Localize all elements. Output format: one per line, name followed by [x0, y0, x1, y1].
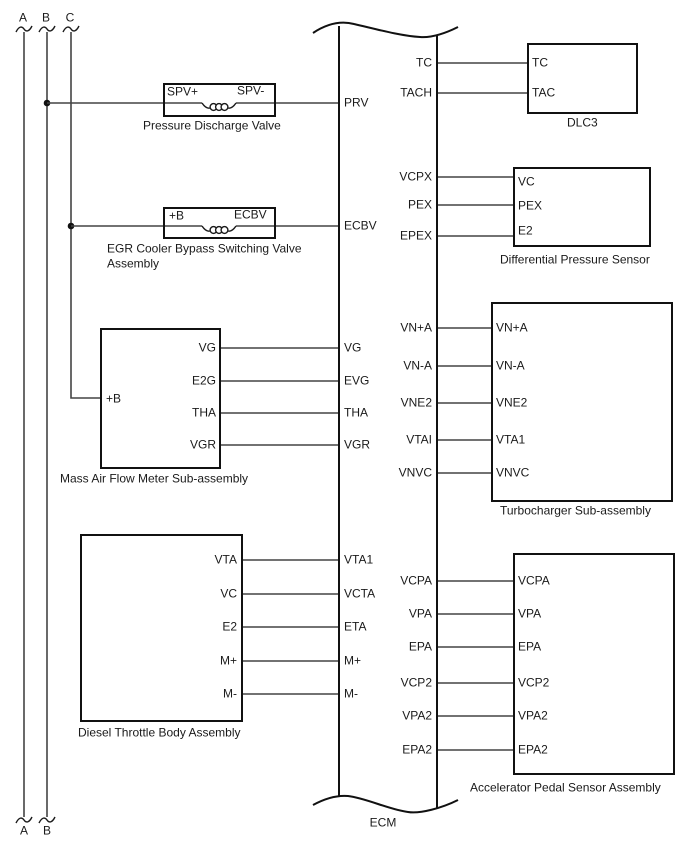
dtb-pin-e2: E2: [222, 619, 237, 634]
dps-pin-vc: VC: [518, 174, 535, 189]
dlc3-box: [527, 43, 638, 114]
ecm-pin-m-minus: M-: [344, 686, 358, 701]
ecm-pin-evg: EVG: [344, 373, 370, 388]
ecm-pin-vcpx: VCPX: [399, 169, 432, 184]
ecm-pin-tc: TC: [416, 55, 432, 70]
ecm-pin-tach: TACH: [400, 85, 432, 100]
maf-pin-b-plus: +B: [106, 391, 122, 406]
ecm-pin-vn-minus-a: VN-A: [403, 358, 432, 373]
aps-pin-vpa: VPA: [518, 606, 542, 621]
egr-caption-line2: Assembly: [107, 256, 160, 271]
line-break-icon: [16, 817, 32, 823]
turbo-pin-vta1: VTA1: [496, 432, 526, 447]
maf-pin-tha: THA: [192, 405, 216, 420]
ecm-pin-vg: VG: [344, 340, 362, 355]
dlc3-pin-tac: TAC: [532, 85, 556, 100]
ecm-pin-vn-plus-a: VN+A: [400, 320, 432, 335]
aps-caption: Accelerator Pedal Sensor Assembly: [470, 780, 661, 795]
dtb-pin-vc: VC: [220, 586, 237, 601]
bus-label-c-top: C: [65, 10, 75, 25]
bus-label-b-bottom: B: [42, 823, 52, 838]
maf-pin-e2g: E2G: [191, 373, 216, 388]
ecm-label: ECM: [369, 815, 397, 830]
ecm-pin-eta: ETA: [344, 619, 367, 634]
bus-label-a-bottom: A: [19, 823, 29, 838]
dtb-caption: Diesel Throttle Body Assembly: [78, 725, 241, 740]
pdv-pin-spv-minus: SPV-: [237, 83, 265, 98]
turbo-caption: Turbocharger Sub-assembly: [500, 503, 651, 518]
egr-pin-b-plus: +B: [169, 208, 185, 223]
aps-pin-epa: EPA: [518, 639, 542, 654]
pdv-caption: Pressure Discharge Valve: [143, 118, 281, 133]
ecm-pin-m-plus: M+: [344, 653, 362, 668]
line-break-icon: [63, 26, 79, 32]
pdv-pin-spv-plus: SPV+: [167, 84, 199, 99]
ecm-pin-epa: EPA: [408, 639, 432, 654]
aps-pin-vpa2: VPA2: [518, 708, 548, 723]
turbo-pin-vn-minus-a: VN-A: [496, 358, 525, 373]
egr-caption-line1: EGR Cooler Bypass Switching Valve: [107, 241, 302, 256]
ecm-pin-vpa2: VPA2: [402, 708, 432, 723]
aps-pin-vcpa: VCPA: [518, 573, 550, 588]
dps-pin-pex: PEX: [518, 198, 543, 213]
ecm-pin-epa2: EPA2: [402, 742, 432, 757]
dps-pin-e2: E2: [518, 223, 533, 238]
egr-pin-ecbv: ECBV: [234, 207, 267, 222]
ecm-pin-vne2: VNE2: [400, 395, 432, 410]
dlc3-pin-tc: TC: [532, 55, 548, 70]
aps-pin-epa2: EPA2: [518, 742, 548, 757]
ecm-pin-tha: THA: [344, 405, 368, 420]
line-break-icon: [39, 26, 55, 32]
ecm-pin-vnvc: VNVC: [398, 465, 432, 480]
dps-caption: Differential Pressure Sensor: [500, 252, 650, 267]
ecm-pin-pex: PEX: [407, 197, 432, 212]
ecm-pin-epex: EPEX: [399, 228, 432, 243]
dtb-pin-m-plus: M+: [219, 653, 237, 668]
bus-label-a-top: A: [18, 10, 28, 25]
aps-pin-vcp2: VCP2: [518, 675, 550, 690]
ecm-top-break: [313, 23, 458, 37]
dtb-pin-vta: VTA: [214, 552, 237, 567]
ecm-pin-vta1: VTA1: [344, 552, 374, 567]
turbo-pin-vnvc: VNVC: [496, 465, 530, 480]
line-break-icon: [16, 26, 32, 32]
ecm-pin-vcp2: VCP2: [400, 675, 432, 690]
turbo-pin-vn-plus-a: VN+A: [496, 320, 528, 335]
turbo-pin-vne2: VNE2: [496, 395, 528, 410]
ecm-pin-vgr: VGR: [344, 437, 371, 452]
ecm-pin-ecbv: ECBV: [344, 218, 377, 233]
dtb-pin-m-minus: M-: [223, 686, 237, 701]
maf-pin-vg: VG: [198, 340, 216, 355]
ecm-pin-vcta: VCTA: [344, 586, 376, 601]
maf-caption: Mass Air Flow Meter Sub-assembly: [60, 471, 249, 486]
bus-line-c: [71, 32, 100, 398]
bus-label-b-top: B: [41, 10, 51, 25]
ecm-pin-vpa: VPA: [408, 606, 432, 621]
maf-pin-vgr: VGR: [189, 437, 216, 452]
ecm-pin-vtai: VTAI: [406, 432, 432, 447]
ecm-pin-prv: PRV: [344, 95, 369, 110]
ecm-pin-vcpa: VCPA: [400, 573, 432, 588]
dlc3-caption: DLC3: [567, 115, 598, 130]
line-break-icon: [39, 817, 55, 823]
